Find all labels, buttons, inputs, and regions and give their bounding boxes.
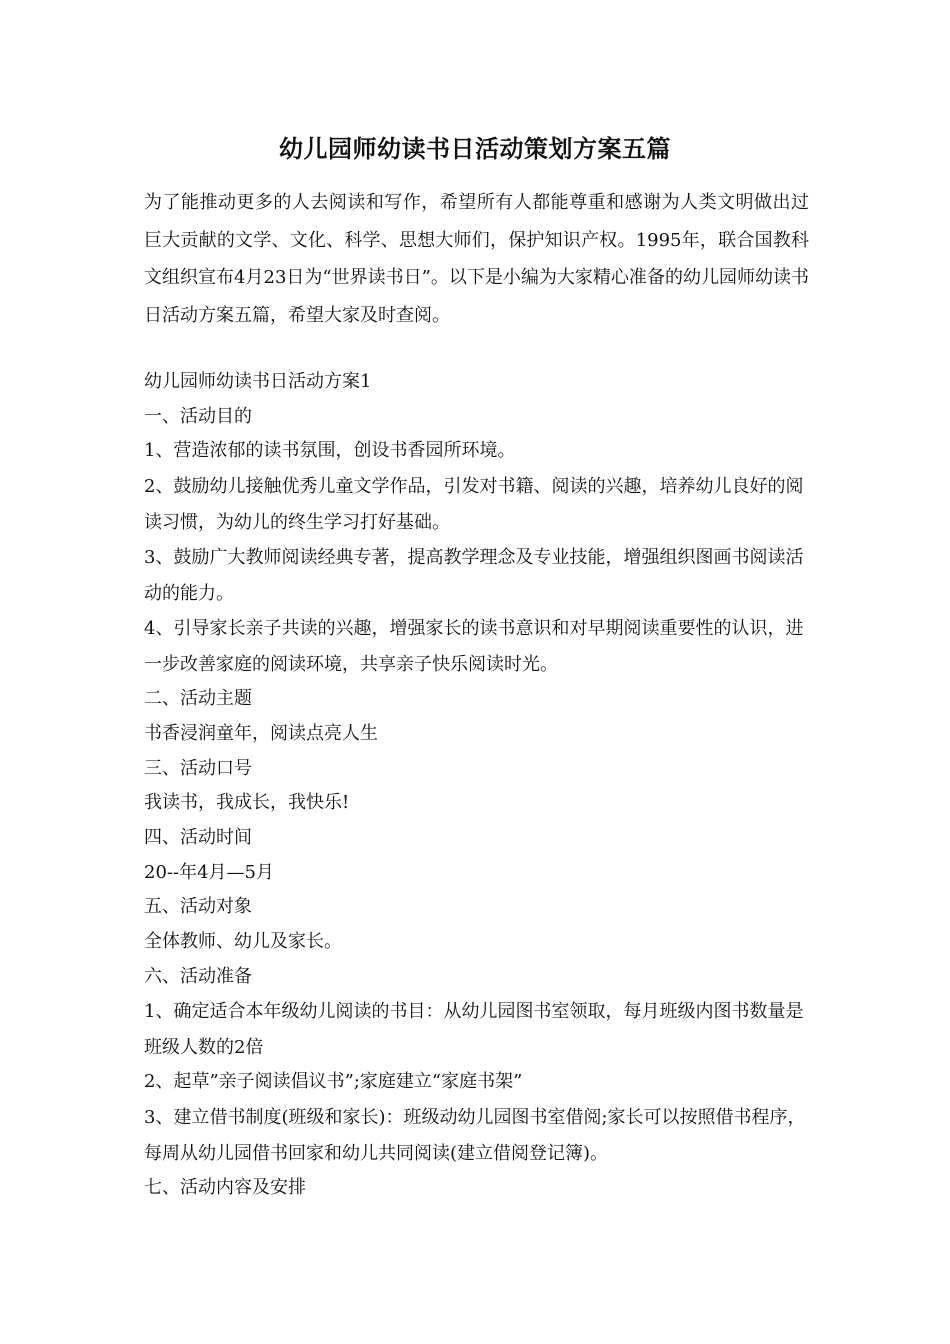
subheading: 六、活动准备 xyxy=(144,965,252,987)
subheading: 三、活动口号 xyxy=(144,757,252,779)
list-item: 1、营造浓郁的读书氛围，创设书香园所环境。 xyxy=(144,440,516,462)
subheading: 五、活动对象 xyxy=(144,896,252,918)
subheading: 七、活动内容及安排 xyxy=(144,1177,306,1199)
document-body xyxy=(144,365,816,1206)
list-item: 4、引导家长亲子共读的兴趣，增强家长的读书意识和对早期阅读重要性的认识，进一步改善家庭的阅读环境，共享亲子快乐阅读时光。 xyxy=(144,618,804,675)
list-item: 1、确定适合本年级幼儿阅读的书目：从幼儿园图书室领取，每月班级内图书数量是班级人数的2倍 xyxy=(144,1001,804,1058)
intro-paragraph: 为了能推动更多的人去阅读和写作，希望所有人都能尊重和感谢为人类文明做出过巨大贡献的文学、文化、科学、思想大师们，保护知识产权。1995年，联合国教科文组织宣布4月23日为“世界读书日”。以下是小编为大家精心准备的幼儿园师幼读书日活动方案五篇，希望大家及时查阅。 xyxy=(144,192,809,326)
document-title: 幼儿园师幼读书日活动策划方案五篇 xyxy=(279,134,671,163)
list-item: 2、鼓励幼儿接触优秀儿童文学作品，引发对书籍、阅读的兴趣，培养幼儿良好的阅读习惯，为幼儿的终生学习打好基础。 xyxy=(144,476,804,533)
subheading: 一、活动目的 xyxy=(144,405,252,427)
paragraph: 书香浸润童年，阅读点亮人生 xyxy=(144,722,378,744)
subheading: 四、活动时间 xyxy=(144,826,252,848)
subheading: 二、活动主题 xyxy=(144,688,252,710)
paragraph: 我读书，我成长，我快乐! xyxy=(144,792,350,814)
paragraph: 全体教师、幼儿及家长。 xyxy=(144,931,342,953)
list-item: 3、建立借书制度(班级和家长)：班级动幼儿园图书室借阅;家长可以按照借书程序，每周从幼儿园借书回家和幼儿共同阅读(建立借阅登记簿)。 xyxy=(144,1107,806,1164)
section-heading: 幼儿园师幼读书日活动方案1 xyxy=(144,371,372,392)
paragraph: 20--年4月—5月 xyxy=(144,861,274,883)
list-item: 3、鼓励广大教师阅读经典专著，提高教学理念及专业技能，增强组织图画书阅读活动的能力。 xyxy=(144,547,804,604)
list-item: 2、起草”亲子阅读倡议书”;家庭建立“家庭书架” xyxy=(144,1071,523,1093)
